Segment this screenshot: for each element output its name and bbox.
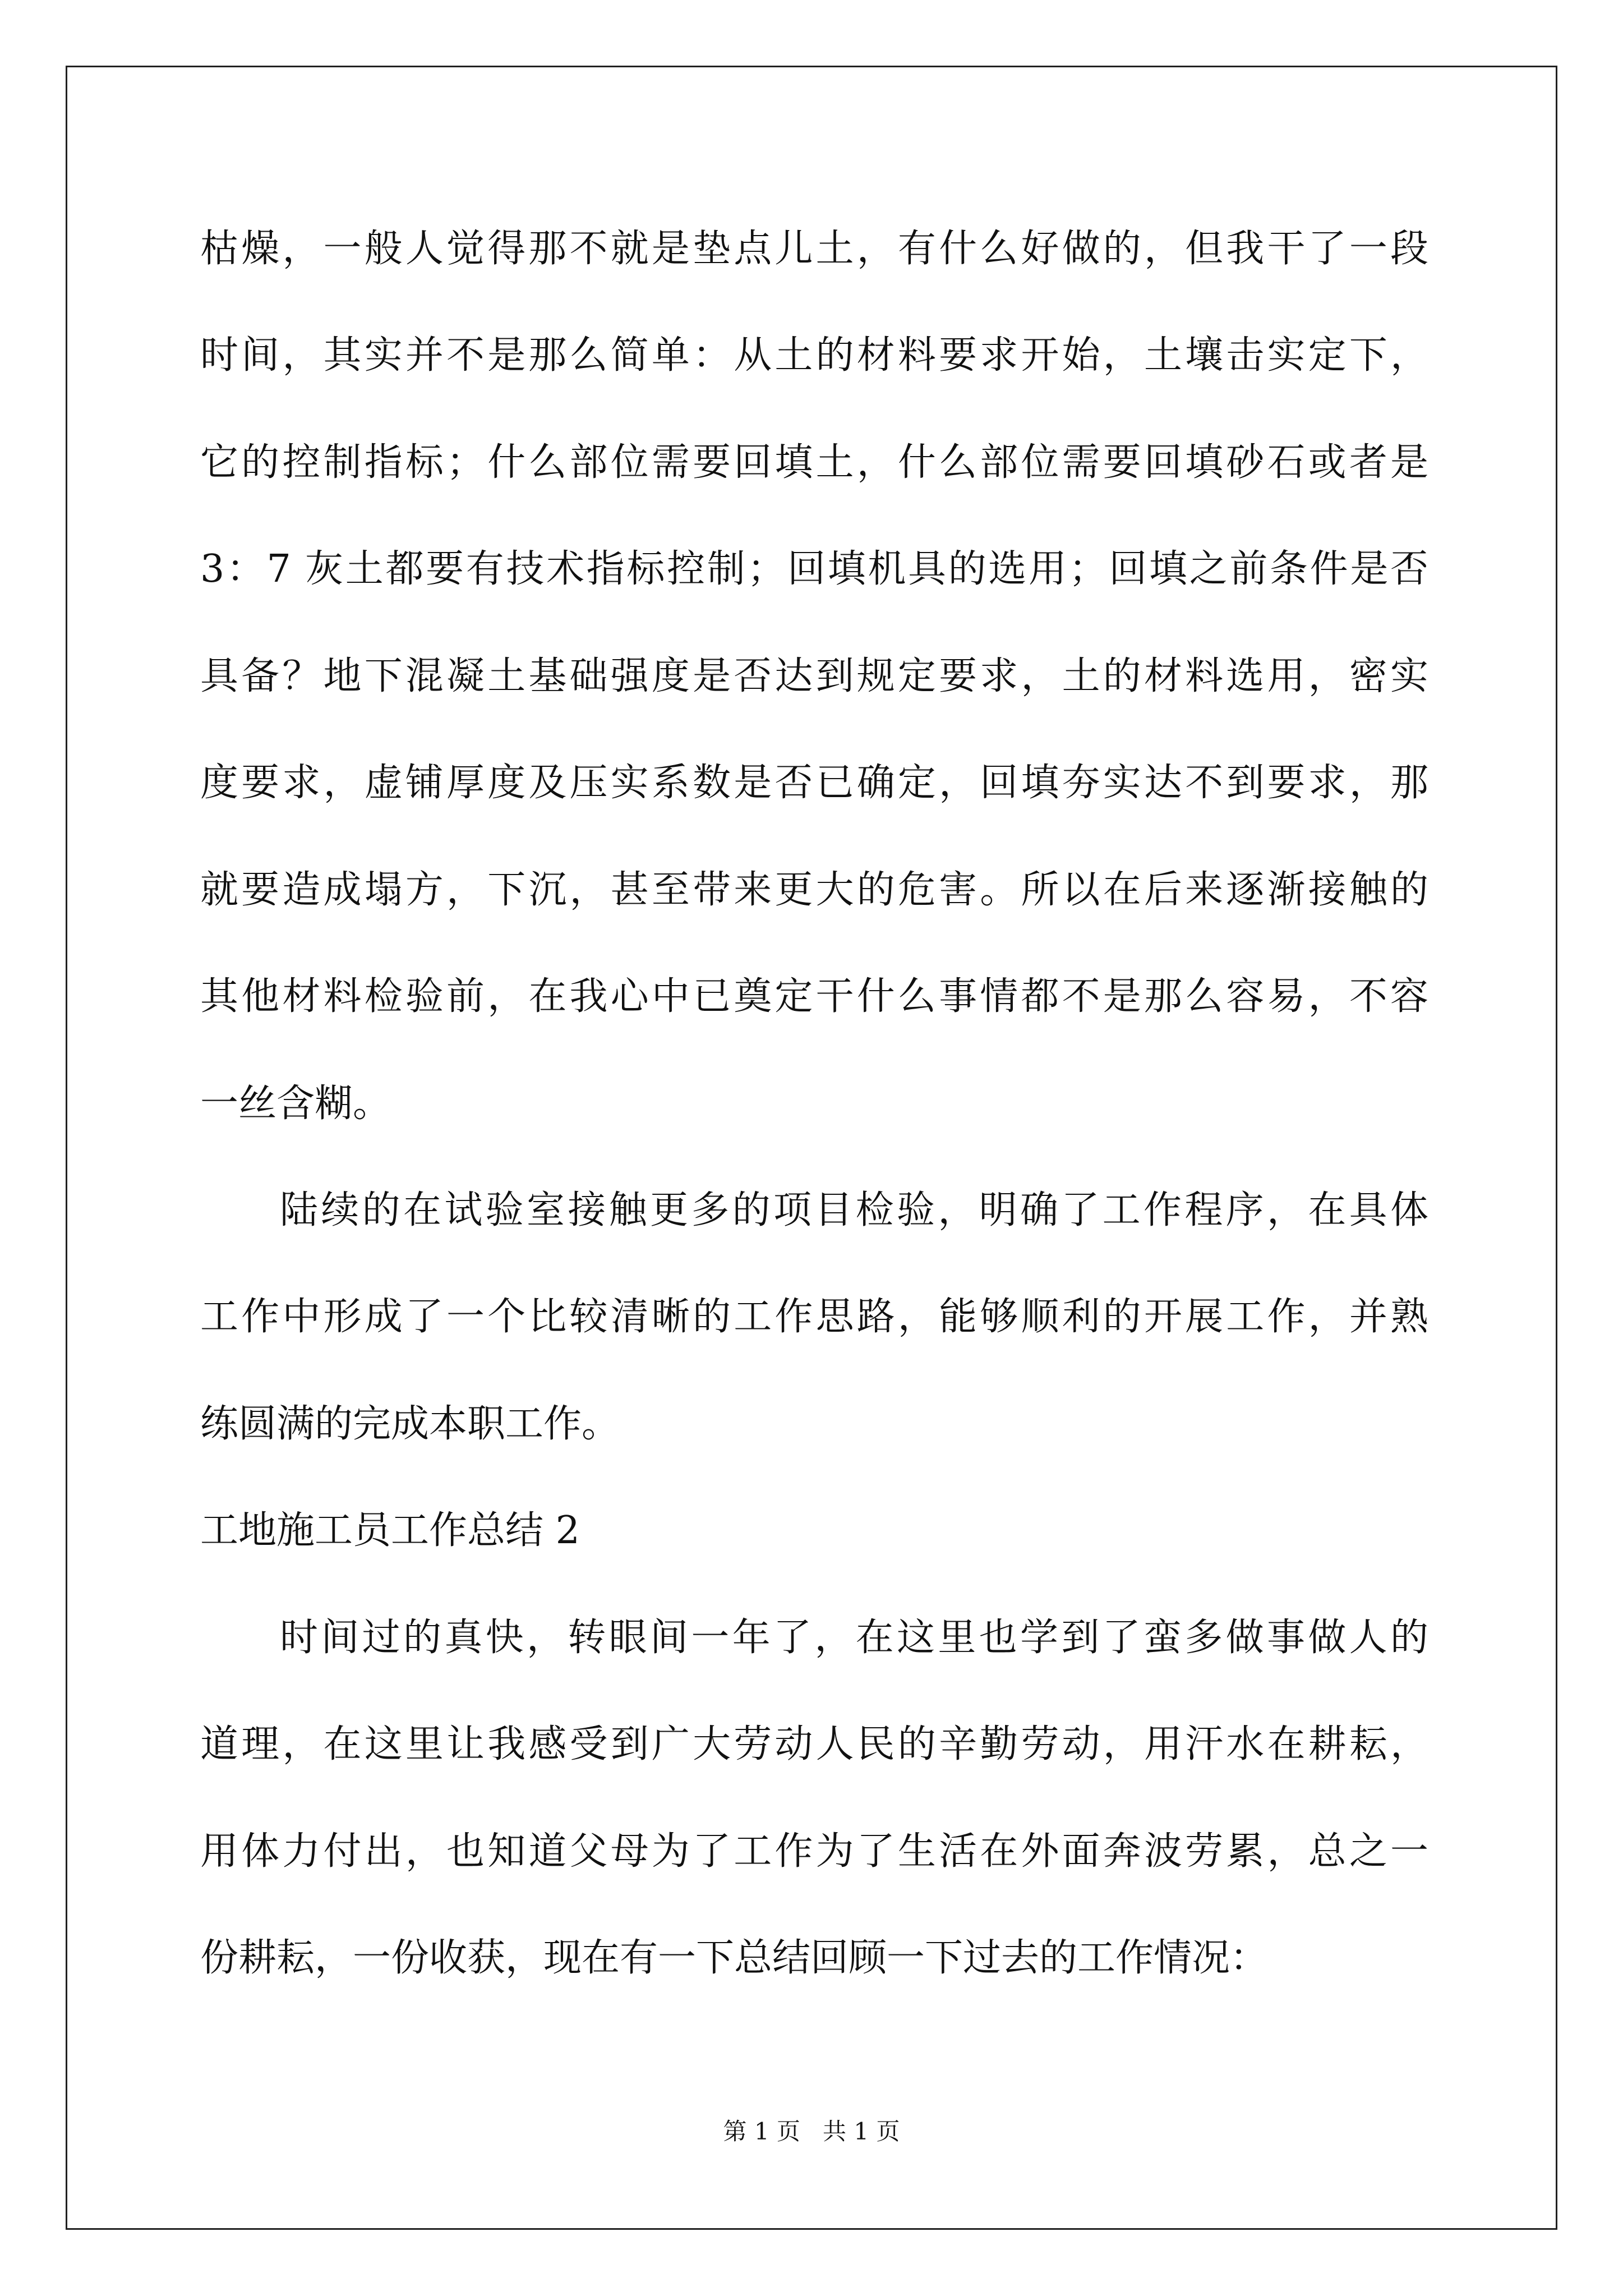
section-heading: 工地施工员工作总结 2: [200, 1508, 580, 1553]
text-line: 它的控制指标；什么部位需要回填土，什么部位需要回填砂石或者是: [200, 440, 1428, 485]
text-line: 其他材料检验前，在我心中已奠定干什么事情都不是那么容易，不容: [200, 974, 1428, 1019]
text-line: 道理，在这里让我感受到广大劳动人民的辛勤劳动，用汗水在耕耘，: [200, 1722, 1428, 1766]
page-footer: 第 1 页 共 1 页: [723, 2118, 900, 2145]
text-line: 练圆满的完成本职工作。: [200, 1402, 620, 1446]
text-line: 工作中形成了一个比较清晰的工作思路，能够顺利的开展工作，并熟: [200, 1295, 1428, 1339]
text-line: 时间，其实并不是那么简单：从土的材料要求开始，土壤击实定下，: [200, 333, 1428, 378]
text-line: 时间过的真快，转眼间一年了，在这里也学到了蛮多做事做人的: [280, 1616, 1428, 1660]
text-line: 具备？地下混凝土基础强度是否达到规定要求，土的材料选用，密实: [200, 654, 1428, 698]
text-line: 用体力付出，也知道父母为了工作为了生活在外面奔波劳累，总之一: [200, 1829, 1428, 1874]
text-line: 份耕耘，一份收获，现在有一下总结回顾一下过去的工作情况：: [200, 1936, 1269, 1980]
page-border: [66, 66, 1557, 2230]
text-line: 陆续的在试验室接触更多的项目检验，明确了工作程序，在具体: [280, 1188, 1428, 1232]
text-line: 一丝含糊。: [200, 1082, 391, 1126]
text-line: 3：7 灰土都要有技术指标控制；回填机具的选用；回填之前条件是否: [200, 547, 1428, 591]
text-line: 就要造成塌方，下沉，甚至带来更大的危害。所以在后来逐渐接触的: [200, 868, 1428, 912]
text-line: 度要求，虚铺厚度及压实系数是否已确定，回填夯实达不到要求，那: [200, 761, 1428, 805]
text-line: 枯燥，一般人觉得那不就是垫点儿土，有什么好做的，但我干了一段: [200, 227, 1428, 271]
